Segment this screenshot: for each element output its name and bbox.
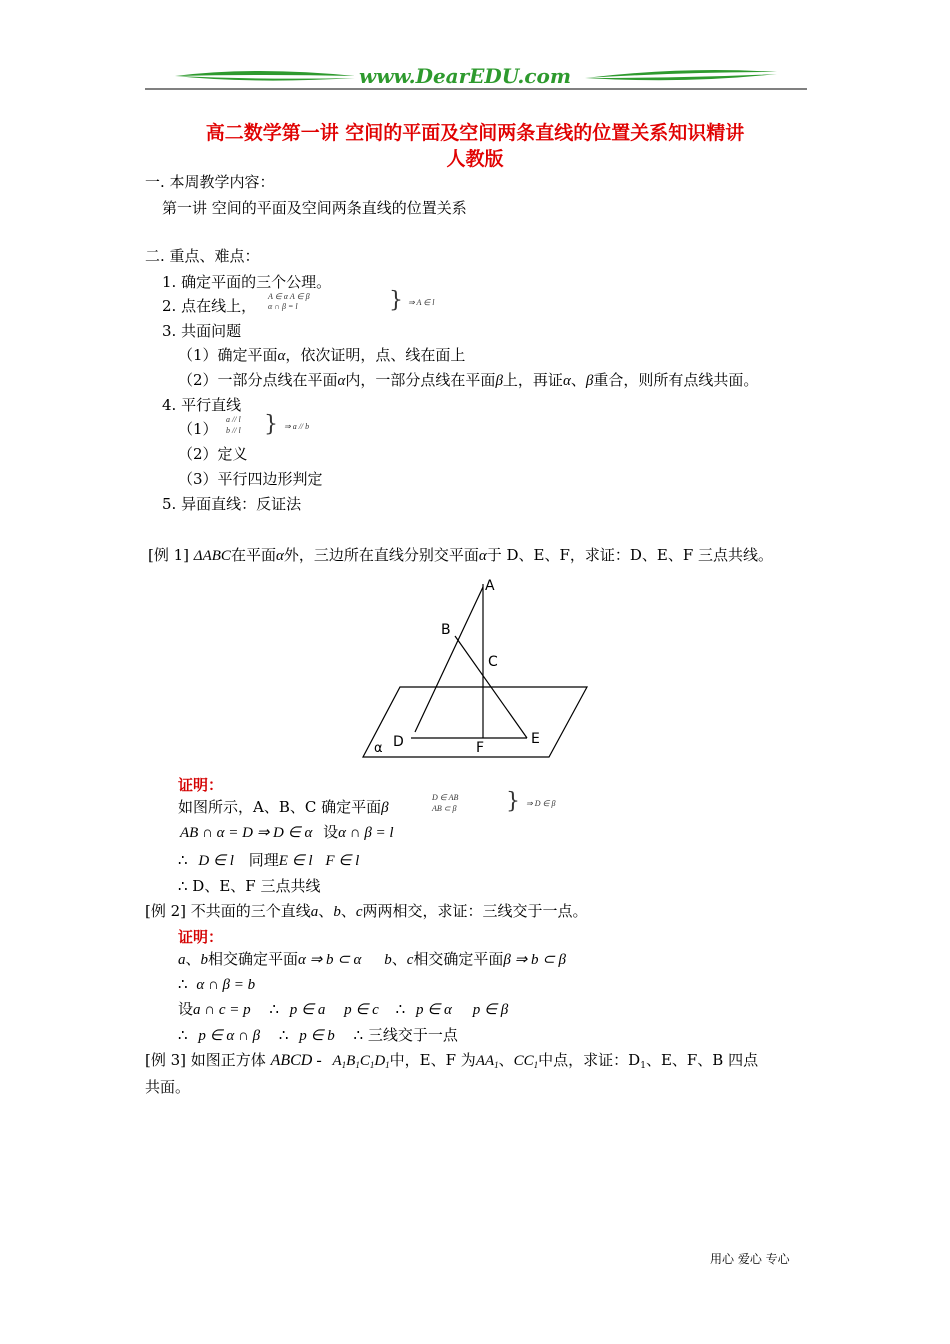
figure-plane-triangle (355, 572, 600, 767)
label-a: A (485, 578, 495, 594)
alpha-symbol: α (275, 548, 284, 564)
label-d: D (393, 734, 404, 750)
item2-formula-result: ⇒ A ∈ l (408, 298, 435, 307)
label-f: F (476, 740, 485, 756)
alpha-symbol: α (337, 373, 346, 389)
proof2-line3: 设a ∩ c = p ∴ p ∈ a p ∈ c ∴ p ∈ α p ∈ β (178, 1000, 509, 1018)
proof1-line2: AB ∩ α = D ⇒ D ∈ α 设α ∩ β = l (180, 823, 394, 841)
item4-formula-bottom: b // l (226, 426, 241, 435)
proof2-line2: ∴ α ∩ β = b (178, 975, 256, 993)
alpha-symbol: α (478, 548, 487, 564)
alpha-symbol: α (562, 373, 571, 389)
section1-content: 第一讲 空间的平面及空间两条直线的位置关系 (162, 199, 467, 217)
beta-symbol: β (585, 373, 594, 389)
proof1-formula-result: ⇒ D ∈ β (526, 799, 556, 808)
section1-heading: 一. 本周教学内容： (145, 173, 275, 191)
proof1-formula-bottom: AB ⊂ β (432, 804, 457, 813)
item-1: 1. 确定平面的三个公理。 (162, 273, 332, 291)
item-4: 4. 平行直线 (162, 396, 242, 414)
page-footer: 用心 爱心 专心 (710, 1252, 790, 1266)
page-title: 高二数学第一讲 空间的平面及空间两条直线的位置关系知识精讲 (205, 122, 745, 144)
header-banner (145, 62, 807, 94)
proof2-line1: a、b相交确定平面α ⇒ b ⊂ α b、c相交确定平面β ⇒ b ⊂ β (178, 950, 566, 968)
item2-formula-top: A ∈ α A ∈ β (268, 292, 310, 301)
proof1-brace: } (506, 789, 520, 814)
example1-statement: [例 1] ΔABC在平面α外，三边所在直线分别交平面α于 D、E、F，求证：D、E、F 三点共线。 (148, 546, 774, 564)
proof1-label: 证明： (178, 776, 224, 794)
item2-formula-bottom: α ∩ β = l (268, 302, 298, 311)
item4-brace: } (264, 412, 278, 437)
example3-statement-line2: 共面。 (145, 1078, 191, 1096)
item-4-1: （1） (178, 420, 218, 438)
proof1-conclusion: ∴ D、E、F 三点共线 (178, 877, 321, 895)
item-3-2: （2）一部分点线在平面α内，一部分点线在平面β上，再证α、β重合，则所有点线共面。 (178, 371, 759, 389)
example3-statement: [例 3] 如图正方体 ABCD - $A_1B_1C_1D_1$中，E、F 为$AA_1$、$CC_1$中点，求证：$D_1$、E、F、B 四点 (145, 1051, 759, 1071)
beta-symbol: β (495, 373, 503, 389)
item-4-3: （3）平行四边形判定 (178, 470, 323, 488)
item-3: 3. 共面问题 (162, 322, 242, 340)
label-b: B (441, 622, 451, 638)
item-4-2: （2）定义 (178, 445, 248, 463)
item4-formula-result: ⇒ a // b (284, 422, 310, 431)
site-logo-text: www.DearEDU.com (359, 64, 572, 88)
item-3-1-b: ，依次证明，点、线在面上 (285, 346, 466, 364)
item-3-1 (178, 345, 465, 366)
proof2-line4: ∴ p ∈ α ∩ β ∴ p ∈ b ∴ 三线交于一点 (178, 1026, 458, 1044)
line-ba (415, 587, 483, 732)
item2-brace: } (389, 288, 403, 313)
triangle-abc: ΔABC (193, 548, 231, 564)
page-title-edition: 人教版 (446, 148, 504, 170)
label-alpha: α (374, 741, 383, 756)
beta-symbol: β (381, 800, 389, 816)
alpha-symbol: α (277, 348, 286, 364)
proof2-label: 证明： (178, 928, 224, 946)
section2-heading: 二. 重点、难点： (145, 247, 260, 265)
item-3-1-a: （1）确定平面 (178, 346, 278, 364)
label-e: E (531, 731, 540, 747)
proof1-line1: 如图所示，A、B、C 确定平面β (178, 798, 389, 816)
item4-formula-top: a // l (226, 415, 241, 424)
item-2: 2. 点在线上， (162, 297, 257, 315)
example2-statement: [例 2] 不共面的三个直线a、b、c两两相交，求证：三线交于一点。 (145, 902, 588, 920)
proof1-formula-top: D ∈ AB (432, 793, 459, 802)
label-c: C (488, 654, 498, 670)
proof1-line3: ∴ D ∈ l 同理E ∈ l F ∈ l (178, 851, 360, 869)
item-5: 5. 异面直线：反证法 (162, 495, 302, 513)
